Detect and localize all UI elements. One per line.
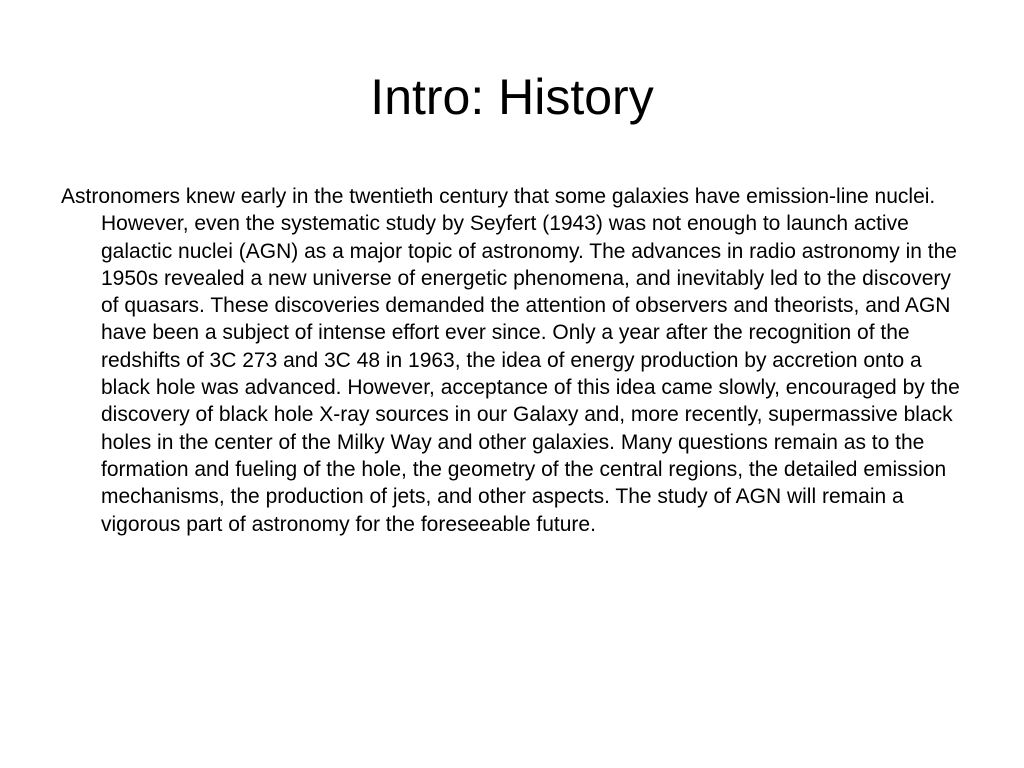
body-paragraph: Astronomers knew early in the twentieth century that some galaxies have emission-line nuclei. However, even the systematic study by Seyfert (1943) was not enough to launch active galactic nuclei (AGN) as a major topic of astronomy. The advances in radio astronomy in the 1950s revealed a new universe of energetic phenomena, and inevitably led to the discovery of quasars. These discoveries demanded the attention of observers and theorists, and AGN have been a subject of intense effort ever since. Only a year after the recognition of the redshifts of 3C 273 and 3C 48 in 1963, the idea of energy production by accretion onto a black hole was advanced. However, acceptance of this idea came slowly, encouraged by the discovery of black hole X-ray sources in our Galaxy and, more recently, supermassive black holes in the center of the Milky Way and other galaxies. Many questions remain as to the formation and fueling of the hole, the geometry of the central regions, the detailed emission mechanisms, the production of jets, and other aspects. The study of AGN will remain a vigorous part of astronomy for the foreseeable future. — [61, 185, 960, 536]
slide-body — [61, 183, 967, 538]
slide-title: Intro: History — [370, 69, 654, 125]
